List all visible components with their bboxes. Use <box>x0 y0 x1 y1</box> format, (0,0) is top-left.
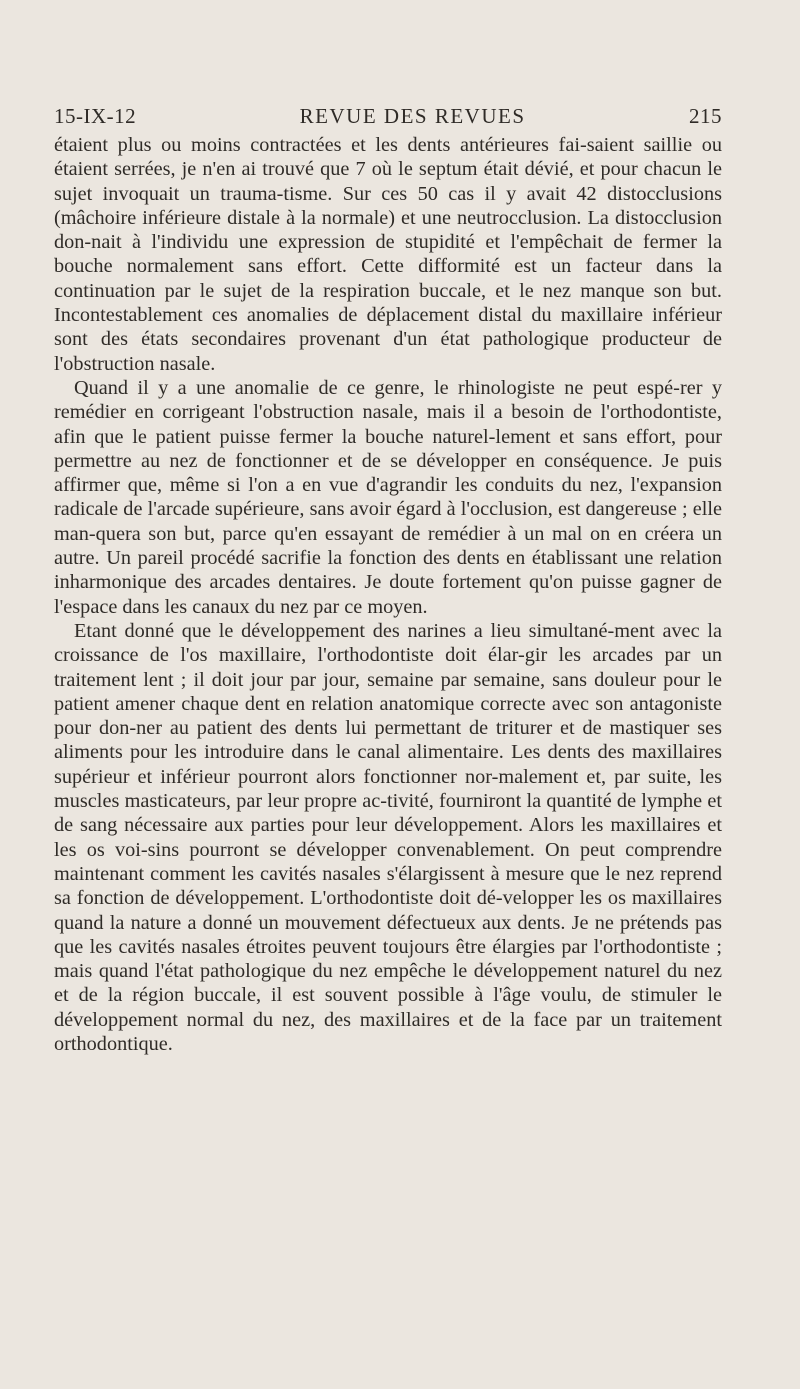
paragraph-2: Quand il y a une anomalie de ce genre, le rhinologiste ne peut espé-rer y remédier en corrigeant l'obstruction nasale, mais il a besoin de l'orthodontiste, afin que le patient puisse fermer la bouche naturel-lement et sans effort, pour permettre au nez de fonctionner et de se développer en conséquence. Je puis affirmer que, même si l'on a en vue d'agrandir les conduits du nez, l'expansion radicale de l'arcade supérieure, sans avoir égard à l'occlusion, est dangereuse ; elle man-quera son but, parce qu'en essayant de remédier à un mal on en créera un autre. Un pareil procédé sacrifie la fonction des dents en établissant une relation inharmonique des arcades dentaires. Je doute fortement qu'on puisse gagner de l'espace dans les canaux du nez par ce moyen. <box>54 376 722 618</box>
body-text <box>54 133 722 1056</box>
journal-title: REVUE DES REVUES <box>299 104 526 128</box>
page-number: 215 <box>689 104 722 128</box>
paragraph-1: étaient plus ou moins contractées et les dents antérieures fai-saient saillie ou étaient serrées, je n'en ai trouvé que 7 où le septum était dévié, et pour chacun le sujet invoquait un trauma-tisme. Sur ces 50 cas il y avait 42 distocclusions (mâchoire inférieure distale à la normale) et une neutrocclusion. La distocclusion don-nait à l'individu une expression de stupidité et l'empêchait de fermer la bouche normalement sans effort. Cette difformité est un facteur dans la continuation par le sujet de la respiration buccale, et le nez manque son but. Incontestablement ces anomalies de déplacement distal du maxillaire inférieur sont des états secondaires provenant d'un état pathologique producteur de l'obstruction nasale. <box>54 134 722 375</box>
paragraph-3: Etant donné que le développement des narines a lieu simultané-ment avec la croissance de l'os maxillaire, l'orthodontiste doit élar-gir les arcades par un traitement lent ; il doit jour par jour, semaine par semaine, sans douleur pour le patient amener chaque dent en relation anatomique correcte avec son antagoniste pour don-ner au patient des dents lui permettant de triturer et de mastiquer ses aliments pour les introduire dans le canal alimentaire. Les dents des maxillaires supérieur et inférieur pourront alors fonctionner nor-malement et, par suite, les muscles masticateurs, par leur propre ac-tivité, fourniront la quantité de lymphe et de sang nécessaire aux parties pour leur développement. Alors les maxillaires et les os voi-sins pourront se développer convenablement. On peut comprendre maintenant comment les cavités nasales s'élargissent à mesure que le nez reprend sa fonction de développement. L'orthodontiste doit dé-velopper les os maxillaires quand la nature a donné un mouvement défectueux aux dents. Je ne prétends pas que les cavités nasales étroites peuvent toujours être élargies par l'orthodontiste ; mais quand l'état pathologique du nez empêche le développement naturel du nez et de la région buccale, il est souvent possible à l'âge voulu, de stimuler le développement normal du nez, des maxillaires et de la face par un traitement orthodontique. <box>54 619 722 1055</box>
running-head <box>54 104 722 129</box>
issue-date: 15-IX-12 <box>54 104 137 128</box>
